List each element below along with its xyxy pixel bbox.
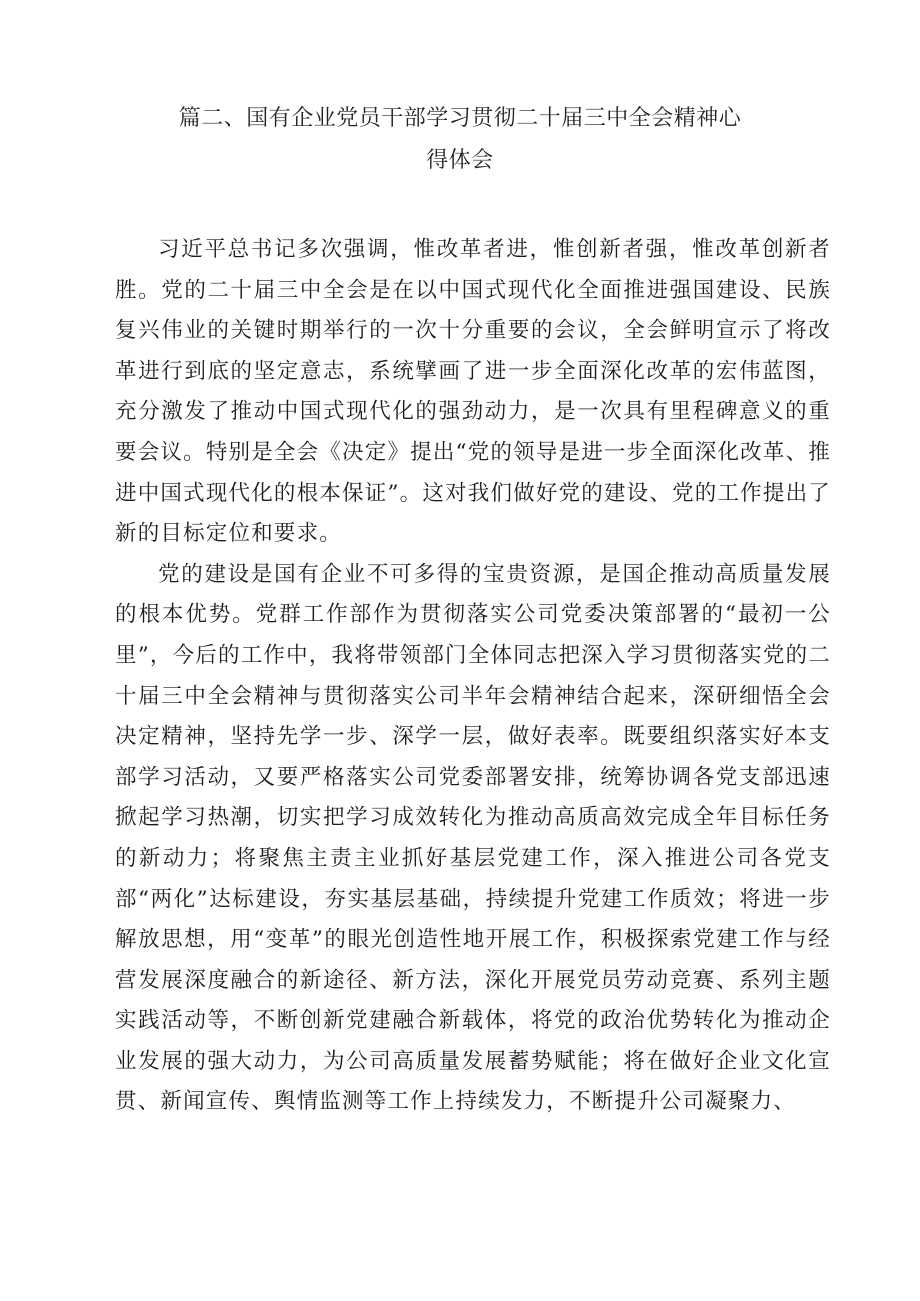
title-line-1: 篇二、国有企业党员干部学习贯彻二十届三中全会精神心 <box>178 106 742 131</box>
document-body <box>115 230 831 1123</box>
document-title <box>120 98 800 182</box>
paragraph-2: 党的建设是国有企业不可多得的宝贵资源，是国企推动高质量发展的根本优势。党群工作部作为贯彻落实公司党委决策部署的“最初一公里”，今后的工作中，我将带领部门全体同志把深入学习贯彻落实党的二十届三中全会精神与贯彻落实公司半年会精神结合起来，深研细悟全会决定精神，坚持先学一步、深学一层，做好表率。既要组织落实好本支部学习活动，又要严格落实公司党委部署安排，统筹协调各党支部迅速掀起学习热潮，切实把学习成效转化为推动高质高效完成全年目标任务的新动力；将聚焦主责主业抓好基层党建工作，深入推进公司各党支部“两化”达标建设，夯实基层基础，持续提升党建工作质效；将进一步解放思想，用“变革”的眼光创造性地开展工作，积极探索党建工作与经营发展深度融合的新途径、新方法，深化开展党员劳动竞赛、系列主题实践活动等，不断创新党建融合新载体，将党的政治优势转化为推动企业发展的强大动力，为公司高质量发展蓄势赋能；将在做好企业文化宣贯、新闻宣传、舆情监测等工作上持续发力，不断提升公司凝聚力、 <box>115 561 831 1115</box>
paragraph-1: 习近平总书记多次强调，惟改革者进，惟创新者强，惟改革创新者胜。党的二十届三中全会是在以中国式现代化全面推进强国建设、民族复兴伟业的关键时期举行的一次十分重要的会议，全会鲜明宣示了将改革进行到底的坚定意志，系统擘画了进一步全面深化改革的宏伟蓝图，充分激发了推动中国式现代化的强劲动力，是一次具有里程碑意义的重要会议。特别是全会《决定》提出“党的领导是进一步全面深化改革、推进中国式现代化的根本保证”。这对我们做好党的建设、党的工作提出了新的目标定位和要求。 <box>115 237 831 547</box>
title-line-2: 得体会 <box>426 148 494 173</box>
